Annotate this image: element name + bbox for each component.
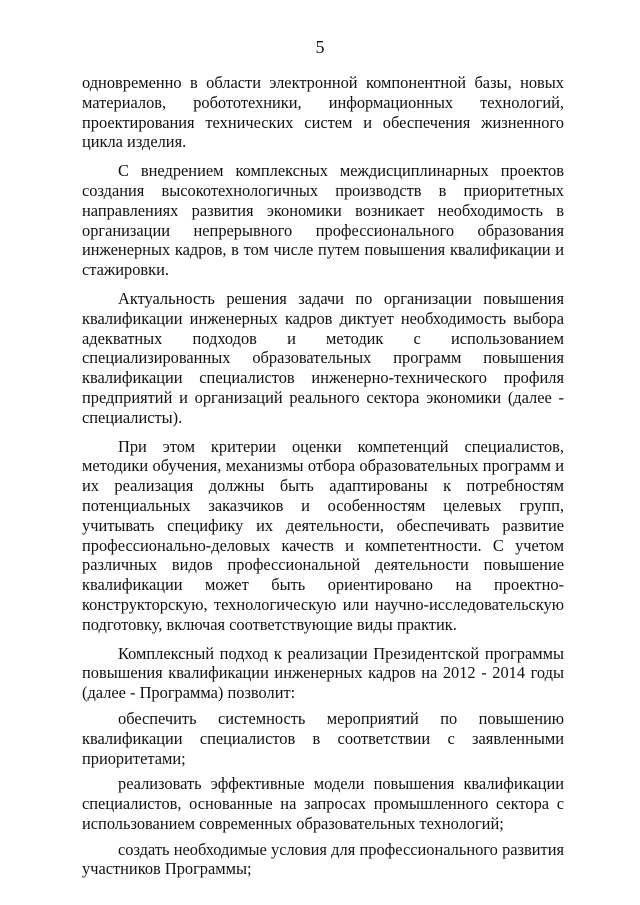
page-number: 5 — [315, 37, 325, 57]
paragraph-continuation: одновременно в области электронной компонентной базы, новых материалов, робототехники, информационных технологий, проектирования технических систем и обеспечения жизненного цикла изделия. — [82, 73, 564, 152]
list-item-implement-models: реализовать эффективные модели повышения квалификации специалистов, основанные на запросах промышленного сектора с использованием современных образовательных технологий; — [82, 774, 564, 833]
paragraph-complex-approach: Комплексный подход к реализации Президентской программы повышения квалификации инженерных кадров на 2012 - 2014 годы (далее - Программа) позволит: — [82, 643, 564, 703]
paragraph-criteria: При этом критерии оценки компетенций специалистов, методики обучения, механизмы отбора образовательных программ и их реализация должны быть адаптированы к потребностям потенциальных заказчиков и особенностям целевых групп, учитывать специфику их деятельности, обеспечивать развитие профессионально-деловых качеств и компетентности. С учетом различных видов профессиональной деятельности повышение квалификации может быть ориентировано на проектно-конструкторскую, технологическую или научно-исследовательскую подготовку, включая соответствующие виды практик. — [82, 436, 564, 634]
document-body — [82, 73, 564, 879]
list-item-ensure-systematic: обеспечить системность мероприятий по повышению квалификации специалистов в соответствии с заявленными приоритетами; — [82, 708, 564, 768]
paragraph-interdisciplinary-projects: С внедрением комплексных междисциплинарных проектов создания высокотехнологичных производств в приоритетных направлениях развития экономики возникает необходимость в организации непрерывного профессионального образования инженерных кадров, в том числе путем повышения квалификации и стажировки. — [82, 161, 564, 280]
list-item-create-conditions: создать необходимые условия для профессионального развития участников Программы; — [82, 839, 564, 879]
paragraph-relevance: Актуальность решения задачи по организации повышения квалификации инженерных кадров диктует необходимость выбора адекватных подходов и методик с использованием специализированных образовательных программ повышения квалификации специалистов инженерно-технического профиля предприятий и организаций реального сектора экономики (далее - специалисты). — [82, 288, 564, 427]
